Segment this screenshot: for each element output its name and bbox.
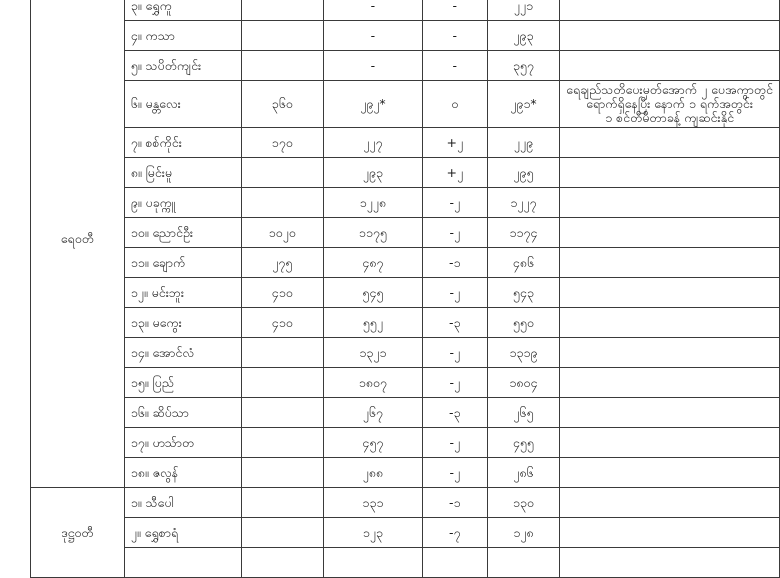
river-level-table	[30, 0, 780, 578]
value-cell-4: ၅၅၀	[487, 308, 560, 338]
value-cell-4: ၂၂၉	[487, 128, 560, 158]
value-cell-1	[241, 188, 323, 218]
value-cell-1	[241, 518, 323, 548]
value-cell-4: ၂၉၁*	[487, 81, 560, 128]
value-cell-2: ၄၈၇	[323, 248, 422, 278]
value-cell-2: ၁၂၃	[323, 518, 422, 548]
value-cell-2: ၁၈၀၇	[323, 368, 422, 398]
value-cell-1: ၁၀၂၀	[241, 218, 323, 248]
table-row	[31, 338, 780, 368]
value-cell-1	[241, 368, 323, 398]
remark-cell	[560, 158, 780, 188]
value-cell-3: -၂	[422, 278, 487, 308]
value-cell-1	[241, 548, 323, 578]
value-cell-4: ၄၈၆	[487, 248, 560, 278]
table-row	[31, 0, 780, 21]
value-cell-4: ၂၂၁	[487, 0, 560, 21]
value-cell-3: -၂	[422, 218, 487, 248]
value-cell-2: ၅၅၂	[323, 308, 422, 338]
station-name: ၁၆။ ဆိပ်သာ	[124, 398, 241, 428]
station-name	[124, 548, 241, 578]
remark-cell	[560, 248, 780, 278]
remark-cell	[560, 51, 780, 81]
value-cell-4: ၁၃၁၉	[487, 338, 560, 368]
station-name: ၁၈။ ဇလွန်	[124, 458, 241, 488]
table-row	[31, 278, 780, 308]
value-cell-3: -၂	[422, 428, 487, 458]
value-cell-3: -၂	[422, 188, 487, 218]
value-cell-2	[323, 548, 422, 578]
value-cell-3: ၀	[422, 81, 487, 128]
station-name: ၃။ ရွှေကူ	[124, 0, 241, 21]
station-name: ၇။ စစ်ကိုင်း	[124, 128, 241, 158]
value-cell-3: -၂	[422, 338, 487, 368]
value-cell-2: ၂၆၇	[323, 398, 422, 428]
value-cell-3: -၂	[422, 458, 487, 488]
value-cell-1: ၄၁၀	[241, 278, 323, 308]
value-cell-2: -	[323, 0, 422, 21]
value-cell-1: ၂၇၅	[241, 248, 323, 278]
station-name: ၁၅။ ပြည်	[124, 368, 241, 398]
table-row	[31, 458, 780, 488]
value-cell-3: -၃	[422, 398, 487, 428]
table-row	[31, 248, 780, 278]
value-cell-1	[241, 488, 323, 518]
station-name: ၆။ မန္တလေး	[124, 81, 241, 128]
value-cell-2: -	[323, 21, 422, 51]
value-cell-3	[422, 548, 487, 578]
remark-line: ရောက်ရှိနေပြီး နောက် ၁ ရက်အတွင်း	[586, 96, 754, 112]
remark-cell	[560, 188, 780, 218]
table-row	[31, 158, 780, 188]
station-name: ၁။ သီပေါ	[124, 488, 241, 518]
value-cell-4: ၁၈၀၄	[487, 368, 560, 398]
value-cell-4: ၁၁၇၄	[487, 218, 560, 248]
value-cell-4: ၂၆၅	[487, 398, 560, 428]
value-cell-4: ၅၄၃	[487, 278, 560, 308]
value-cell-3: -	[422, 0, 487, 21]
value-cell-3: -	[422, 21, 487, 51]
value-cell-1	[241, 458, 323, 488]
table-row	[31, 308, 780, 338]
remark-line: ရေချည်သတိပေးမှတ်အောက် ၂ ပေအကွာတွင်	[566, 82, 773, 98]
remark-cell	[560, 428, 780, 458]
station-name: ၁၁။ ချောက်	[124, 248, 241, 278]
remark-cell	[560, 0, 780, 21]
value-cell-1: ၄၁၀	[241, 308, 323, 338]
remark-cell	[560, 398, 780, 428]
value-cell-4: ၂၉၃	[487, 21, 560, 51]
value-cell-4: ၁၃၀	[487, 488, 560, 518]
value-cell-1	[241, 428, 323, 458]
remark-cell	[560, 278, 780, 308]
value-cell-1	[241, 21, 323, 51]
value-cell-3: -၁	[422, 488, 487, 518]
station-name: ၉။ ပခုက္ကူ	[124, 188, 241, 218]
value-cell-1	[241, 338, 323, 368]
table-row	[31, 81, 780, 128]
region-label: ဒုဋ္ဌဝတီ	[31, 488, 125, 578]
value-cell-4: ၁၂၂၇	[487, 188, 560, 218]
table-row	[31, 548, 780, 578]
station-name: ၂။ ရွှေစာရံ	[124, 518, 241, 548]
station-name: ၈။ မြင်းမူ	[124, 158, 241, 188]
value-cell-2: ၁၁၇၅	[323, 218, 422, 248]
remark-cell	[560, 308, 780, 338]
table-row	[31, 518, 780, 548]
table-row	[31, 368, 780, 398]
value-cell-3: -၁	[422, 248, 487, 278]
value-cell-2: ၄၅၇	[323, 428, 422, 458]
remark-cell	[560, 128, 780, 158]
value-cell-3: -၂	[422, 368, 487, 398]
table-row	[31, 398, 780, 428]
value-cell-3: +၂	[422, 128, 487, 158]
station-name: ၁၂။ မင်းဘူး	[124, 278, 241, 308]
remark-cell	[560, 458, 780, 488]
value-cell-4: ၄၅၅	[487, 428, 560, 458]
remark-cell	[560, 368, 780, 398]
station-name: ၁၄။ အောင်လံ	[124, 338, 241, 368]
remark-line: ၁ စင်တီမီတာခန့် ကျဆင်းနိုင်	[605, 109, 734, 125]
value-cell-2: ၁၃၁	[323, 488, 422, 518]
value-cell-3: -	[422, 51, 487, 81]
station-name: ၄။ ကသာ	[124, 21, 241, 51]
value-cell-2: ၁၂၂၈	[323, 188, 422, 218]
value-cell-1	[241, 158, 323, 188]
table-body	[31, 0, 780, 578]
value-cell-2: -	[323, 51, 422, 81]
remark-cell	[560, 338, 780, 368]
value-cell-3: +၂	[422, 158, 487, 188]
region-label: ရေဝတီ	[31, 0, 125, 488]
table-row	[31, 488, 780, 518]
station-name: ၁၀။ ညောင်ဦး	[124, 218, 241, 248]
table-row	[31, 188, 780, 218]
value-cell-1: ၁၇၀	[241, 128, 323, 158]
value-cell-1	[241, 51, 323, 81]
value-cell-2: ၂၉၃	[323, 158, 422, 188]
value-cell-4: ၁၂၈	[487, 518, 560, 548]
value-cell-4	[487, 548, 560, 578]
value-cell-2: ၂၂၇	[323, 128, 422, 158]
value-cell-2: ၂၉၂*	[323, 81, 422, 128]
remark-cell	[560, 218, 780, 248]
remark-cell	[560, 518, 780, 548]
table-row	[31, 51, 780, 81]
table-row	[31, 428, 780, 458]
remark-cell	[560, 488, 780, 518]
value-cell-1: ၃၆၀	[241, 81, 323, 128]
remark-cell	[560, 81, 780, 128]
station-name: ၁၃။ မကွေး	[124, 308, 241, 338]
table-row	[31, 218, 780, 248]
value-cell-3: -၃	[422, 308, 487, 338]
remark-cell	[560, 548, 780, 578]
value-cell-4: ၂၉၅	[487, 158, 560, 188]
value-cell-4: ၃၅၇	[487, 51, 560, 81]
value-cell-2: ၅၄၅	[323, 278, 422, 308]
station-name: ၅။ သပိတ်ကျင်း	[124, 51, 241, 81]
value-cell-3: -၇	[422, 518, 487, 548]
table-row	[31, 21, 780, 51]
value-cell-4: ၂၈၆	[487, 458, 560, 488]
table-row	[31, 128, 780, 158]
remark-cell	[560, 21, 780, 51]
value-cell-1	[241, 398, 323, 428]
value-cell-2: ၁၃၂၁	[323, 338, 422, 368]
station-name: ၁၇။ ဟသ်ာတ	[124, 428, 241, 458]
value-cell-2: ၂၈၈	[323, 458, 422, 488]
value-cell-1	[241, 0, 323, 21]
